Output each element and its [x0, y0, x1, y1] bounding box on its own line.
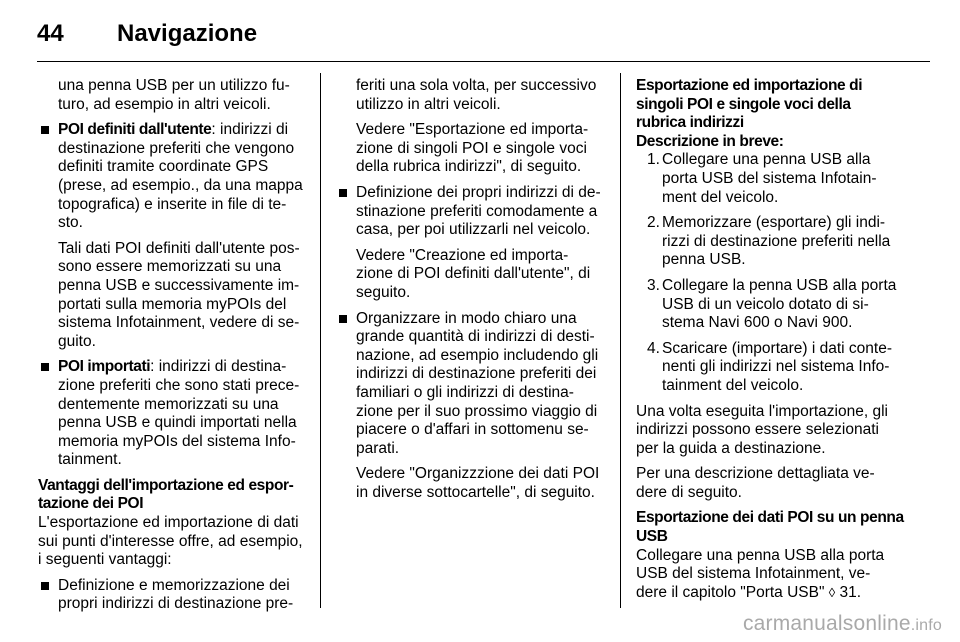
column-3 [636, 77, 904, 609]
subheading: Descrizione in breve: [636, 132, 784, 150]
step-text: Memorizzare (esportare) gli indi- rizzi di destinazione preferiti nella penna USB. [662, 214, 891, 269]
step-number: 3. [647, 276, 660, 294]
column-divider [320, 73, 321, 608]
page-reference[interactable]: 31. [835, 583, 862, 601]
list-item [636, 277, 904, 333]
step-number: 4. [647, 339, 660, 357]
paragraph: Una volta eseguita l'importazione, gli indirizzi possono essere selezionati per la guida a destinazione. [636, 402, 888, 457]
paragraph: Per una descrizione dettagliata ve- dere di seguito. [636, 465, 875, 501]
step-text: Scaricare (importare) i dati conte- nenti gli indirizzi nel sistema Info- tainment del veicolo. [662, 339, 892, 394]
bullet-item: Definizione e memorizzazione dei propri indirizzi di destinazione pre- [38, 577, 310, 614]
section-heading: Vantaggi dell'importazione ed espor- tazione dei POI [38, 476, 294, 513]
page-number: 44 [37, 20, 64, 47]
paragraph: L'esportazione ed importazione di dati sui punti d'interesse offre, ad esempio, i seguenti vantaggi: [38, 514, 303, 569]
paragraph-text: Collegare una penna USB alla porta USB del sistema Infotainment, ve- dere il capitolo "Porta USB" [636, 546, 885, 601]
bullet-text: : indirizzi di destinazione preferiti che vengono definiti tramite coordinate GPS (prese, ad esempio., da una mappa topografica) e inserite in file di te- sto. [58, 121, 303, 232]
watermark-main: carmanualsonline [742, 612, 911, 635]
paragraph: una penna USB per un utilizzo fu- turo, ad esempio in altri veicoli. [58, 77, 290, 113]
bullet-subparagraph: Vedere "Creazione ed importa- zione di POI definiti dall'utente", di seguito. [356, 246, 591, 301]
bold-term: POI definiti dall'utente [58, 121, 212, 139]
bullet-item [38, 358, 310, 470]
list-item [636, 340, 904, 396]
column-2 [336, 77, 608, 509]
bold-term: POI importati [58, 358, 151, 376]
step-number: 1. [647, 151, 660, 169]
bullet-subparagraph: Tali dati POI definiti dall'utente pos- sono essere memorizzati su una penna USB e successivamente im- portati sulla memoria myPOIs del sistema Infotainment, vedere di se- guito. [58, 239, 300, 350]
step-number: 2. [647, 214, 660, 232]
step-text: Collegare una penna USB alla porta USB del sistema Infotain- ment del veicolo. [662, 151, 877, 206]
step-text: Collegare la penna USB alla porta USB di un veicolo dotato di si- stema Navi 600 o Navi 900. [662, 276, 897, 332]
header-rule [37, 61, 930, 62]
watermark [743, 612, 942, 636]
bullet-subparagraph: Vedere "Esportazione ed importa- zione di singoli POI e singole voci della rubrica indirizzi", di seguito. [356, 121, 589, 176]
column-1 [38, 77, 310, 621]
section-heading: Esportazione dei dati POI su un penna USB [636, 509, 904, 546]
column-divider [620, 73, 621, 608]
bullet-item: Organizzare in modo chiaro una grande quantità di indirizzi di desti- nazione, ad esempio includendo gli indirizzi di destinazione preferiti dei familiari o gli indirizzi di destina- zione per il suo prossimo viaggio di piacere o d'affari in sottomenu se- parati. [336, 310, 608, 459]
list-item [636, 214, 904, 270]
bullet-subparagraph: Vedere "Organizzzione dei dati POI in diverse sottocartelle", di seguito. [356, 465, 600, 501]
paragraph [636, 547, 904, 603]
list-item [636, 151, 904, 207]
paragraph: feriti una sola volta, per successivo utilizzo in altri veicoli. [356, 77, 597, 113]
bullet-item: Definizione dei propri indirizzi di de- stinazione preferiti comodamente a casa, per poi utilizzarli nel veicolo. [336, 184, 608, 240]
watermark-suffix: .info [910, 617, 942, 634]
bullet-item [38, 121, 310, 233]
page-reference-arrow-icon: ◊ [828, 584, 836, 600]
page-title: Navigazione [117, 20, 258, 47]
bullet-text: : indirizzi di destina- zione preferiti che sono stati prece- dentemente memorizzati su una penna USB e quindi importati nella memoria myPOIs del sistema Info- tainment. [58, 358, 300, 469]
section-heading: Esportazione ed importazione di singoli POI e singole voci della rubrica indirizzi [636, 77, 863, 132]
page-header [37, 14, 257, 54]
